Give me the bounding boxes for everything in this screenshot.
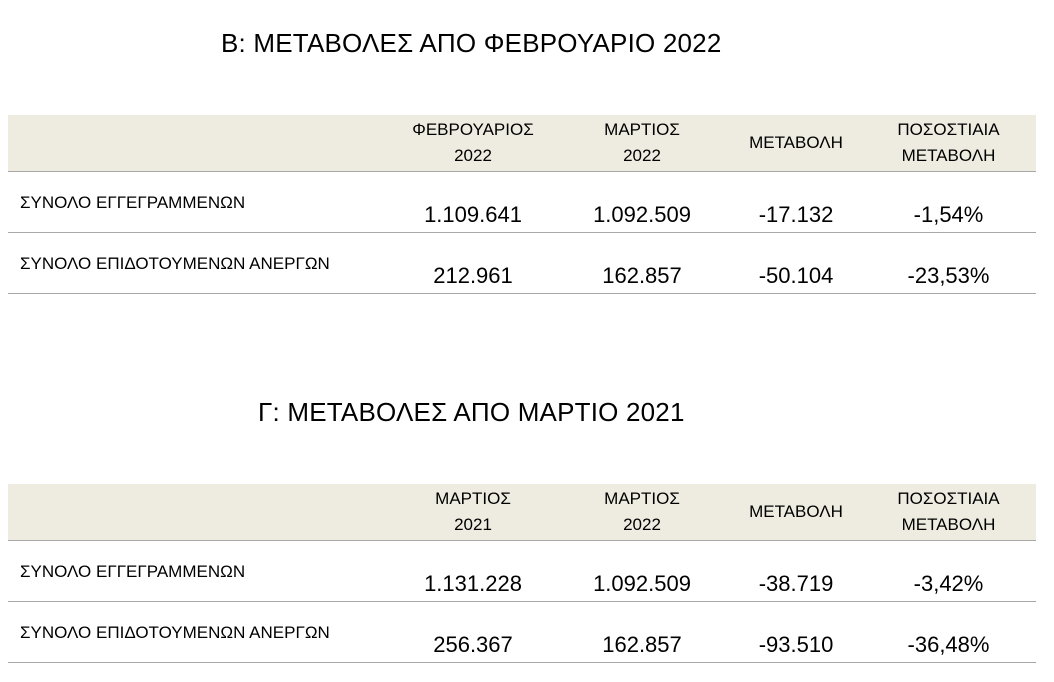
header-period-2-month: ΜΑΡΤΙΟΣ	[604, 488, 680, 508]
row-label: ΣΥΝΟΛΟ ΕΓΓΕΓΡΑΜΜΕΝΩΝ	[8, 171, 393, 232]
row-label: ΣΥΝΟΛΟ ΕΠΙΔΟΤΟΥΜΕΝΩΝ ΑΝΕΡΓΩΝ	[8, 601, 393, 662]
row-value-period-2: 162.857	[553, 601, 731, 662]
header-period-2-year: 2022	[623, 145, 661, 165]
row-percent-change: -1,54%	[861, 171, 1036, 232]
row-value-period-2: 1.092.509	[553, 171, 731, 232]
header-period-1-month: ΦΕΒΡΟΥΑΡΙΟΣ	[412, 119, 534, 139]
row-percent-change: -3,42%	[861, 540, 1036, 601]
section-b-title: Β: ΜΕΤΑΒΟΛΕΣ ΑΠΟ ΦΕΒΡΟΥΑΡΙΟ 2022	[221, 28, 722, 58]
header-period-1-month: ΜΑΡΤΙΟΣ	[435, 488, 511, 508]
row-change: -50.104	[731, 232, 861, 293]
header-period-1-year: 2021	[454, 514, 492, 534]
row-label: ΣΥΝΟΛΟ ΕΠΙΔΟΤΟΥΜΕΝΩΝ ΑΝΕΡΓΩΝ	[8, 232, 393, 293]
section-g-table	[8, 484, 1036, 663]
header-percent-change	[861, 484, 1036, 540]
row-change: -17.132	[731, 171, 861, 232]
table-row	[8, 171, 1036, 232]
header-period-2	[553, 115, 731, 171]
row-value-period-2: 1.092.509	[553, 540, 731, 601]
header-period-1-year: 2022	[454, 145, 492, 165]
header-empty	[8, 115, 393, 171]
header-percent-line2: ΜΕΤΑΒΟΛΗ	[901, 514, 996, 534]
row-value-period-1: 212.961	[393, 232, 553, 293]
header-empty	[8, 484, 393, 540]
header-change	[731, 115, 861, 171]
header-percent-line2: ΜΕΤΑΒΟΛΗ	[901, 145, 996, 165]
row-value-period-1: 1.131.228	[393, 540, 553, 601]
row-change: -93.510	[731, 601, 861, 662]
header-period-1	[393, 484, 553, 540]
header-period-2	[553, 484, 731, 540]
row-percent-change: -36,48%	[861, 601, 1036, 662]
row-value-period-1: 1.109.641	[393, 171, 553, 232]
header-period-2-month: ΜΑΡΤΙΟΣ	[604, 119, 680, 139]
row-value-period-1: 256.367	[393, 601, 553, 662]
section-b-header-row	[8, 115, 1036, 171]
header-percent-change	[861, 115, 1036, 171]
row-label: ΣΥΝΟΛΟ ΕΓΓΕΓΡΑΜΜΕΝΩΝ	[8, 540, 393, 601]
header-change-label: ΜΕΤΑΒΟΛΗ	[749, 132, 843, 152]
header-period-1	[393, 115, 553, 171]
section-g-header-row	[8, 484, 1036, 540]
header-period-2-year: 2022	[623, 514, 661, 534]
header-change	[731, 484, 861, 540]
header-change-label: ΜΕΤΑΒΟΛΗ	[749, 501, 843, 521]
section-b-table	[8, 115, 1036, 294]
table-row	[8, 232, 1036, 293]
row-change: -38.719	[731, 540, 861, 601]
row-percent-change: -23,53%	[861, 232, 1036, 293]
table-row	[8, 601, 1036, 662]
header-percent-line1: ΠΟΣΟΣΤΙΑΙΑ	[897, 119, 1000, 139]
section-g-title: Γ: ΜΕΤΑΒΟΛΕΣ ΑΠΟ ΜΑΡΤΙΟ 2021	[258, 397, 685, 427]
header-percent-line1: ΠΟΣΟΣΤΙΑΙΑ	[897, 488, 1000, 508]
table-row	[8, 540, 1036, 601]
row-value-period-2: 162.857	[553, 232, 731, 293]
